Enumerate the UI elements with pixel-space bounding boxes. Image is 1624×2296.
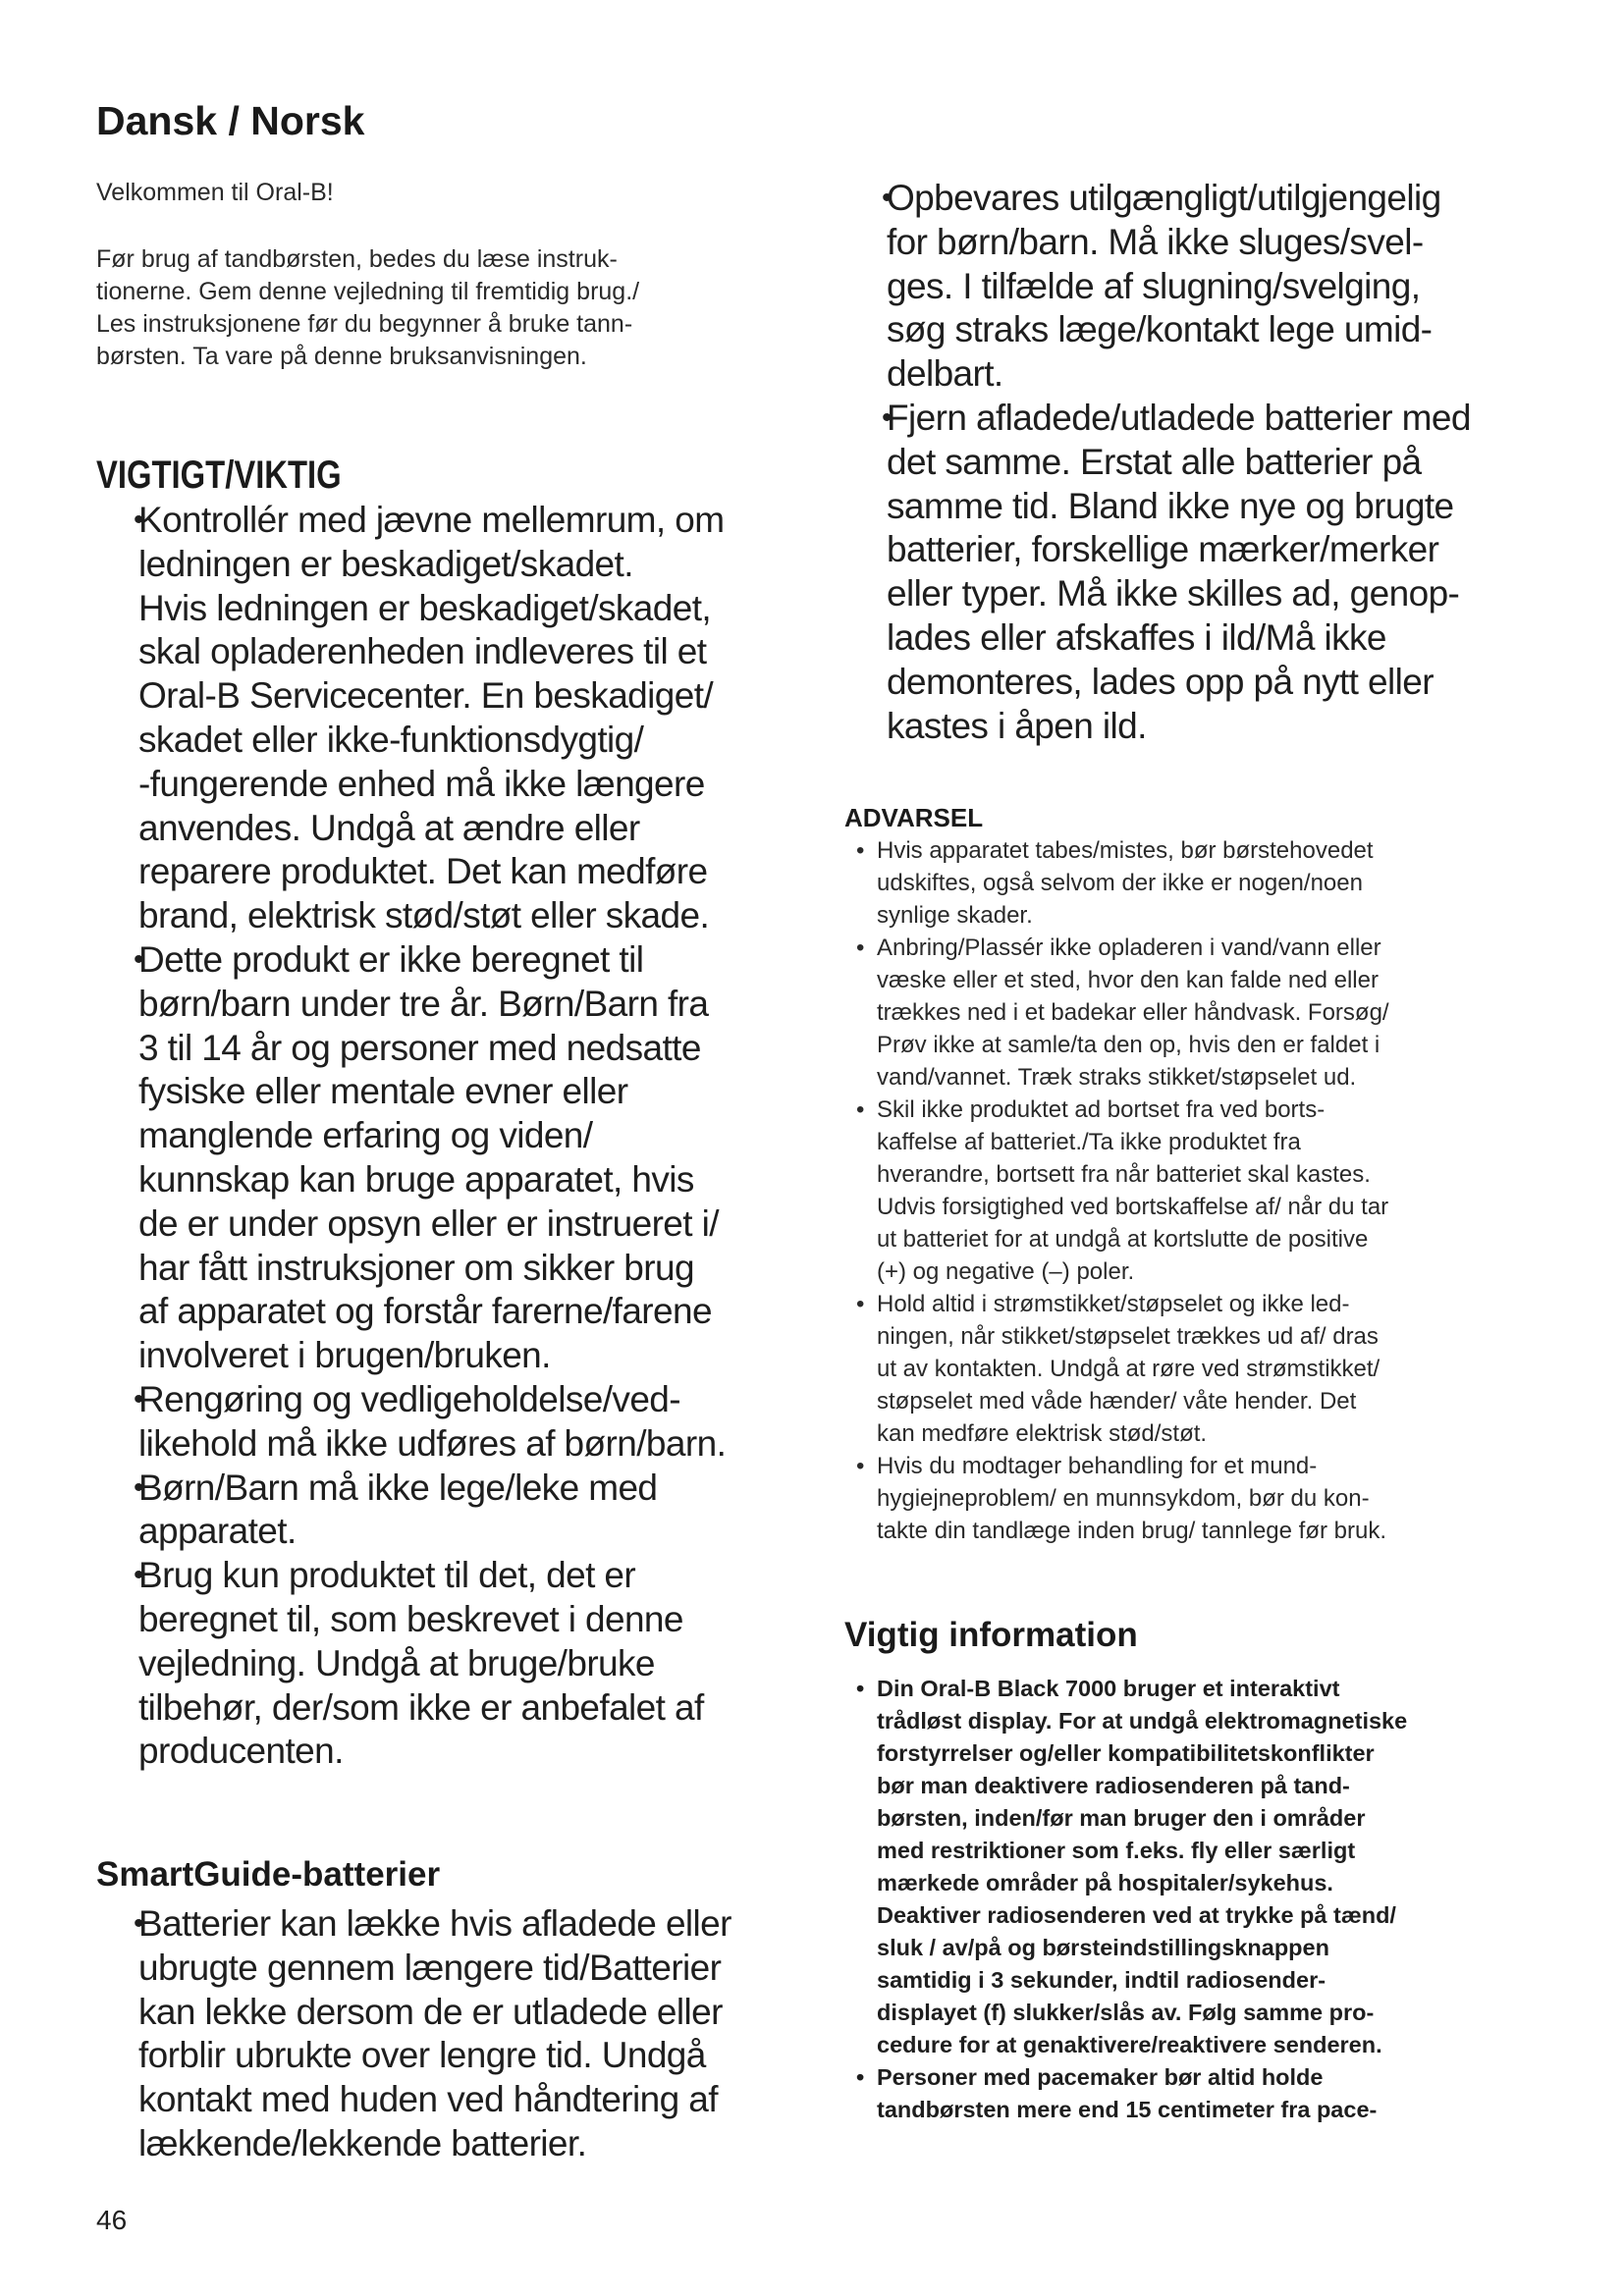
- list-item: [96, 1554, 813, 1774]
- text-line: kaffelse af batteriet./Ta ikke produktet fra: [877, 1129, 1301, 1155]
- text-line: involveret i brugen/bruken.: [138, 1335, 551, 1376]
- text-line: fysiske eller mentale evner eller: [138, 1071, 628, 1112]
- text-line: hygiejneproblem/ en munnsykdom, bør du kon-: [877, 1485, 1370, 1512]
- text-line: • Hvis apparatet tabes/mistes, bør børstehovedet: [877, 837, 1374, 864]
- list-item: [844, 1673, 1571, 2061]
- text-line: forstyrrelser og/eller kompatibilitetskonflikter: [877, 1740, 1375, 1766]
- list-item: [96, 1902, 813, 2166]
- text-line: apparatet.: [138, 1511, 297, 1552]
- text-line: delbart.: [887, 353, 1003, 395]
- text-line: hverandre, bortsett fra når batteriet skal kastes.: [877, 1161, 1371, 1188]
- text-line: • Hold altid i strømstikket/støpselet og ikke led-: [877, 1291, 1350, 1317]
- text-line: • Anbring/Plassér ikke opladeren i vand/vann eller: [877, 934, 1381, 961]
- important-heading: VIGTIGT/VIKTIG: [96, 454, 342, 497]
- text-line: tandbørsten mere end 15 centimeter fra pace-: [877, 2097, 1378, 2122]
- text-line: børn/barn under tre år. Børn/Barn fra: [138, 983, 709, 1024]
- text-line: vand/vannet. Træk straks stikket/støpselet ud.: [877, 1064, 1357, 1091]
- text-line: tilbehør, der/som ikke er anbefalet af: [138, 1686, 704, 1728]
- text-line: brand, elektrisk stød/støt eller skade.: [138, 895, 710, 936]
- text-line: • Opbevares utilgængligt/utilgjengelig: [887, 178, 1441, 218]
- list-item: [844, 834, 1571, 932]
- text-line: • Batterier kan lække hvis afladede eller: [138, 1903, 731, 1944]
- text-line: lækkende/lekkende batterier.: [138, 2122, 587, 2163]
- text-line: • Skil ikke produktet ad bortset fra ved borts-: [877, 1096, 1326, 1123]
- list-item: [844, 177, 1571, 397]
- text-line: forblir ubrukte over lengre tid. Undgå: [138, 2035, 706, 2076]
- text-line: (+) og negative (–) poler.: [877, 1258, 1135, 1285]
- list-item: [844, 1450, 1571, 1547]
- list-item: [844, 1094, 1571, 1288]
- list-item: [844, 1288, 1571, 1450]
- warning-heading: ADVARSEL: [844, 803, 984, 832]
- text-line: ut av kontakten. Undgå at røre ved strømstikket/: [877, 1356, 1380, 1382]
- text-line: trækkes ned i et badekar eller håndvask. Forsøg/: [877, 999, 1389, 1026]
- smartguide-heading: SmartGuide-batterier: [96, 1855, 441, 1894]
- text-line: • Fjern afladede/utladede batterier med: [887, 397, 1471, 438]
- welcome-text: Velkommen til Oral-B!: [96, 179, 334, 206]
- text-line: likehold må ikke udføres af børn/barn.: [138, 1422, 727, 1464]
- text-line: ges. I tilfælde af slugning/svelging,: [887, 265, 1421, 306]
- text-line: støpselet med våde hænder/ våte hender. Det: [877, 1388, 1357, 1415]
- text-line: eller typer. Må ikke skilles ad, genop-: [887, 573, 1460, 614]
- text-line: trådløst display. For at undgå elektromagnetiske: [877, 1708, 1408, 1734]
- page-number: 46: [96, 2205, 128, 2235]
- text-line: Prøv ikke at samle/ta den op, hvis den er faldet i: [877, 1032, 1380, 1058]
- text-line: 3 til 14 år og personer med nedsatte: [138, 1027, 701, 1068]
- text-line: Les instruksjonene før du begynner å bruke tann-: [96, 310, 633, 338]
- text-line: udskiftes, også selvom der ikke er nogen/noen: [877, 870, 1363, 896]
- text-line: af apparatet og forstår farerne/farene: [138, 1291, 712, 1332]
- text-line: søg straks læge/kontakt lege umid-: [887, 309, 1433, 350]
- text-line: • Børn/Barn må ikke lege/leke med: [138, 1467, 658, 1508]
- text-line: samme tid. Bland ikke nye og brugte: [887, 485, 1454, 526]
- text-line: demonteres, lades opp på nytt eller: [887, 661, 1434, 702]
- text-line: vejledning. Undgå at bruge/bruke: [138, 1642, 655, 1683]
- text-line: cedure for at genaktivere/reaktivere senderen.: [877, 2032, 1382, 2057]
- text-line: Deaktiver radiosenderen ved at trykke på tænd/: [877, 1902, 1396, 1928]
- intro-paragraph: [96, 243, 784, 373]
- text-line: børsten, inden/før man bruger den i områder: [877, 1805, 1366, 1831]
- text-line: -fungerende enhed må ikke længere: [138, 763, 705, 804]
- text-line: • Dette produkt er ikke beregnet til: [138, 938, 644, 980]
- list-item: [96, 1378, 813, 1467]
- text-line: batterier, forskellige mærker/merker: [887, 529, 1439, 570]
- text-line: • Hvis du modtager behandling for et mund-: [877, 1453, 1318, 1479]
- text-line: • Rengøring og vedligeholdelse/ved-: [138, 1378, 681, 1419]
- text-line: takte din tandlæge inden brug/ tannlege før bruk.: [877, 1518, 1386, 1544]
- text-line: ubrugte gennem længere tid/Batterier: [138, 1947, 722, 1988]
- text-line: kan lekke dersom de er utladede eller: [138, 1991, 723, 2032]
- text-line: ningen, når stikket/støpselet trækkes ud af/ dras: [877, 1323, 1379, 1350]
- text-line: børsten. Ta vare på denne bruksanvisningen.: [96, 343, 587, 370]
- list-item: [844, 397, 1571, 748]
- list-item: [96, 1467, 813, 1555]
- smartguide-list: [96, 1902, 813, 2166]
- text-line: • Din Oral-B Black 7000 bruger et interaktivt: [877, 1676, 1340, 1701]
- text-line: ut batteriet for at undgå at kortslutte de positive: [877, 1226, 1369, 1253]
- text-line: producenten.: [138, 1731, 344, 1772]
- text-line: ledningen er beskadiget/skadet.: [138, 543, 633, 584]
- page-title: Dansk / Norsk: [96, 98, 365, 143]
- text-line: Udvis forsigtighed ved bortskaffelse af/ når du tar: [877, 1194, 1389, 1220]
- text-line: tionerne. Gem denne vejledning til fremtidig brug./: [96, 278, 640, 305]
- warning-list: [844, 834, 1571, 1547]
- info-list: [844, 1673, 1571, 2126]
- text-line: • Kontrollér med jævne mellemrum, om: [138, 500, 725, 540]
- text-line: samtidig i 3 sekunder, indtil radiosender-: [877, 1967, 1326, 1993]
- storage-list: [844, 177, 1571, 748]
- text-line: de er under opsyn eller er instrueret i/: [138, 1202, 719, 1244]
- text-line: Før brug af tandbørsten, bedes du læse instruk-: [96, 245, 618, 273]
- text-line: kan medføre elektrisk stød/støt.: [877, 1420, 1208, 1447]
- text-line: for børn/barn. Må ikke sluges/svel-: [887, 221, 1424, 262]
- text-line: • Brug kun produktet til det, det er: [138, 1555, 636, 1596]
- text-line: reparere produktet. Det kan medføre: [138, 851, 708, 892]
- text-line: det samme. Erstat alle batterier på: [887, 441, 1422, 482]
- text-line: displayet (f) slukker/slås av. Følg samme pro-: [877, 2000, 1375, 2025]
- text-line: med restriktioner som f.eks. fly eller særligt: [877, 1838, 1356, 1863]
- text-line: beregnet til, som beskrevet i denne: [138, 1598, 683, 1639]
- info-heading: Vigtig information: [844, 1616, 1138, 1654]
- text-line: har fått instruksjoner om sikker brug: [138, 1247, 694, 1288]
- text-line: synlige skader.: [877, 902, 1033, 929]
- text-line: manglende erfaring og viden/: [138, 1115, 593, 1156]
- text-line: kastes i åpen ild.: [887, 705, 1147, 746]
- text-line: anvendes. Undgå at ændre eller: [138, 807, 640, 848]
- text-line: bør man deaktivere radiosenderen på tand-: [877, 1773, 1350, 1798]
- list-item: [96, 938, 813, 1378]
- list-item: [96, 499, 813, 938]
- text-line: • Personer med pacemaker bør altid holde: [877, 2064, 1324, 2090]
- important-list: [96, 499, 813, 1774]
- text-line: lades eller afskaffes i ild/Må ikke: [887, 616, 1386, 658]
- list-item: [844, 932, 1571, 1094]
- list-item: [844, 2061, 1571, 2126]
- text-line: Oral-B Servicecenter. En beskadiget/: [138, 675, 714, 717]
- text-line: kontakt med huden ved håndtering af: [138, 2079, 718, 2120]
- text-line: væske eller et sted, hvor den kan falde ned eller: [877, 967, 1379, 993]
- text-line: mærkede områder på hospitaler/sykehus.: [877, 1870, 1333, 1896]
- text-line: sluk / av/på og børsteindstillingsknappen: [877, 1935, 1329, 1960]
- text-line: kunnskap kan bruge apparatet, hvis: [138, 1158, 694, 1200]
- text-line: Hvis ledningen er beskadiget/skadet,: [138, 587, 712, 628]
- text-line: skal opladerenheden indleveres til et: [138, 631, 707, 672]
- text-line: skadet eller ikke-funktionsdygtig/: [138, 719, 644, 760]
